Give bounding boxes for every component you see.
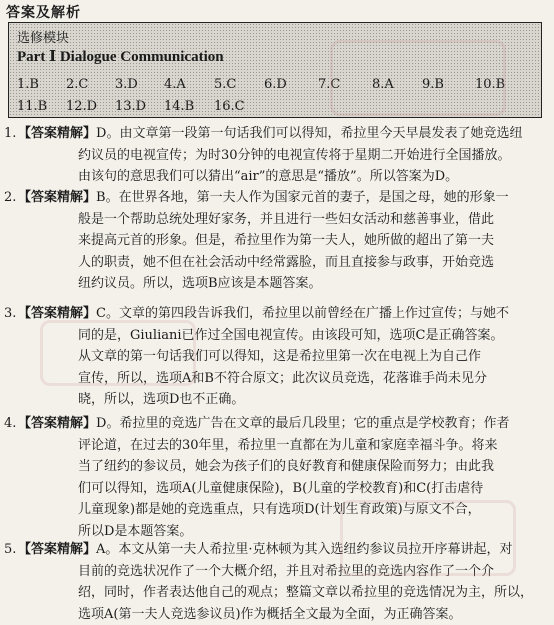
explanation-text: C。文章的第四段告诉我们，希拉里以前曾经在广播上作过宣传；与她不 xyxy=(96,306,509,321)
explanation-block xyxy=(4,413,546,542)
answer-item: 3.D xyxy=(115,77,138,92)
explanation-line: 当了纽约的参议员，她会为孩子们的良好教育和健康保险而努力；由此我 xyxy=(4,456,546,478)
explanation-line xyxy=(4,123,546,145)
answer-item: 14.B xyxy=(164,99,194,114)
question-number: 2. xyxy=(4,187,18,209)
answer-item: 6.D xyxy=(264,77,287,92)
explanation-line: 纽约议员。所以，选项B应该是本题答案。 xyxy=(4,273,546,295)
explanation-line xyxy=(4,413,546,435)
answer-item: 9.B xyxy=(422,77,444,92)
explanation-block xyxy=(4,123,546,188)
answer-item: 5.C xyxy=(214,77,236,92)
question-number: 1. xyxy=(4,123,18,145)
answer-row-2 xyxy=(17,99,527,117)
answer-item: 16.C xyxy=(214,99,245,114)
explanation-line xyxy=(4,303,546,325)
explanation-text: D。由文章第一段第一句话我们可以得知，希拉里今天早晨发表了她竞选纽 xyxy=(96,126,522,141)
answer-box xyxy=(8,22,542,118)
explanation-block xyxy=(4,187,546,295)
explanation-line: 来提高元首的形象。但是，希拉里作为第一夫人，她所做的超出了第一夫 xyxy=(4,230,546,252)
explanation-line: 同的是，Giuliani已作过全国电视宣传。由该段可知，选项C是正确答案。 xyxy=(4,325,546,347)
question-number: 3. xyxy=(4,303,18,325)
explanation-line xyxy=(4,187,546,209)
explanation-line: 目前的竞选状况作了一个大概介绍，并且对希拉里的竞选内容作了一个介 xyxy=(4,561,546,583)
explanation-line: 选项A(第一夫人竞选参议员)作为概括全文最为全面，为正确答案。 xyxy=(4,604,546,625)
answer-item: 8.A xyxy=(372,77,394,92)
section-label: 选修模块 xyxy=(17,27,69,46)
answer-tag: 【答案精解】 xyxy=(18,542,96,557)
question-number: 5. xyxy=(4,539,18,561)
answer-item: 1.B xyxy=(17,77,39,92)
answer-tag: 【答案精解】 xyxy=(18,416,96,431)
explanation-line: 们可以得知，选项A(儿童健康保险)，B(儿童的学校教育)和C(打击虐待 xyxy=(4,478,546,500)
question-number: 4. xyxy=(4,413,18,435)
answer-tag: 【答案精解】 xyxy=(18,306,96,321)
explanation-line: 绍，同时，作者表达他自己的观点；整篇文章以希拉里的竞选情况为主，所以， xyxy=(4,582,546,604)
explanation-text: B。在世界各地，第一夫人作为国家元首的妻子，是国之母，她的形象一 xyxy=(96,190,509,205)
explanation-line: 儿童现象)都是她的竞选重点，只有选项D(计划生育政策)与原文不合， xyxy=(4,499,546,521)
explanation-line: 晓，所以，选项D也不正确。 xyxy=(4,389,546,411)
answer-tag: 【答案精解】 xyxy=(18,190,96,205)
answer-item: 2.C xyxy=(66,77,88,92)
explanation-text: D。希拉里的竞选广告在文章的最后几段里；它的重点是学校教育；作者 xyxy=(96,416,509,431)
explanation-block xyxy=(4,539,546,625)
answer-item: 13.D xyxy=(115,99,146,114)
explanation-block xyxy=(4,303,546,411)
answer-item: 10.B xyxy=(475,77,505,92)
answer-item: 4.A xyxy=(164,77,186,92)
answer-tag: 【答案精解】 xyxy=(18,126,96,141)
explanation-line: 从文章的第一句话我们可以得知，这是希拉里第一次在电视上为自己作 xyxy=(4,346,546,368)
answer-item: 11.B xyxy=(17,99,47,114)
explanation-line: 般是一个帮助总统处理好家务，并且进行一些妇女活动和慈善事业，借此 xyxy=(4,209,546,231)
answer-item: 12.D xyxy=(66,99,97,114)
answer-row-1 xyxy=(17,77,527,95)
explanation-line: 所以D是本题答案。 xyxy=(4,521,546,543)
answer-item: 7.C xyxy=(318,77,340,92)
explanation-line xyxy=(4,539,546,561)
explanation-line: 由该句的意思我们可以猜出“air”的意思是“播放”。所以答案为D。 xyxy=(4,166,546,188)
explanation-line: 宣传，所以，选项A和B不符合原文；此次议员竞选，花落谁手尚未见分 xyxy=(4,368,546,390)
explanation-line: 约议员的电视宣传；为时30分钟的电视宣传将于星期二开始进行全国播放。 xyxy=(4,145,546,167)
explanation-line: 人的职责，她不但在社会活动中经常露脸，而且直接参与政事，开始竞选 xyxy=(4,252,546,274)
explanation-line: 评论道，在过去的30年里，希拉里一直都在为儿童和家庭幸福斗争。将来 xyxy=(4,435,546,457)
part-heading: Part Ⅰ Dialogue Communication xyxy=(17,47,224,66)
explanation-text: A。本文从第一夫人希拉里·克林顿为其入选纽约参议员拉开序幕讲起，对 xyxy=(96,542,513,557)
page-title: 答案及解析 xyxy=(6,2,81,22)
